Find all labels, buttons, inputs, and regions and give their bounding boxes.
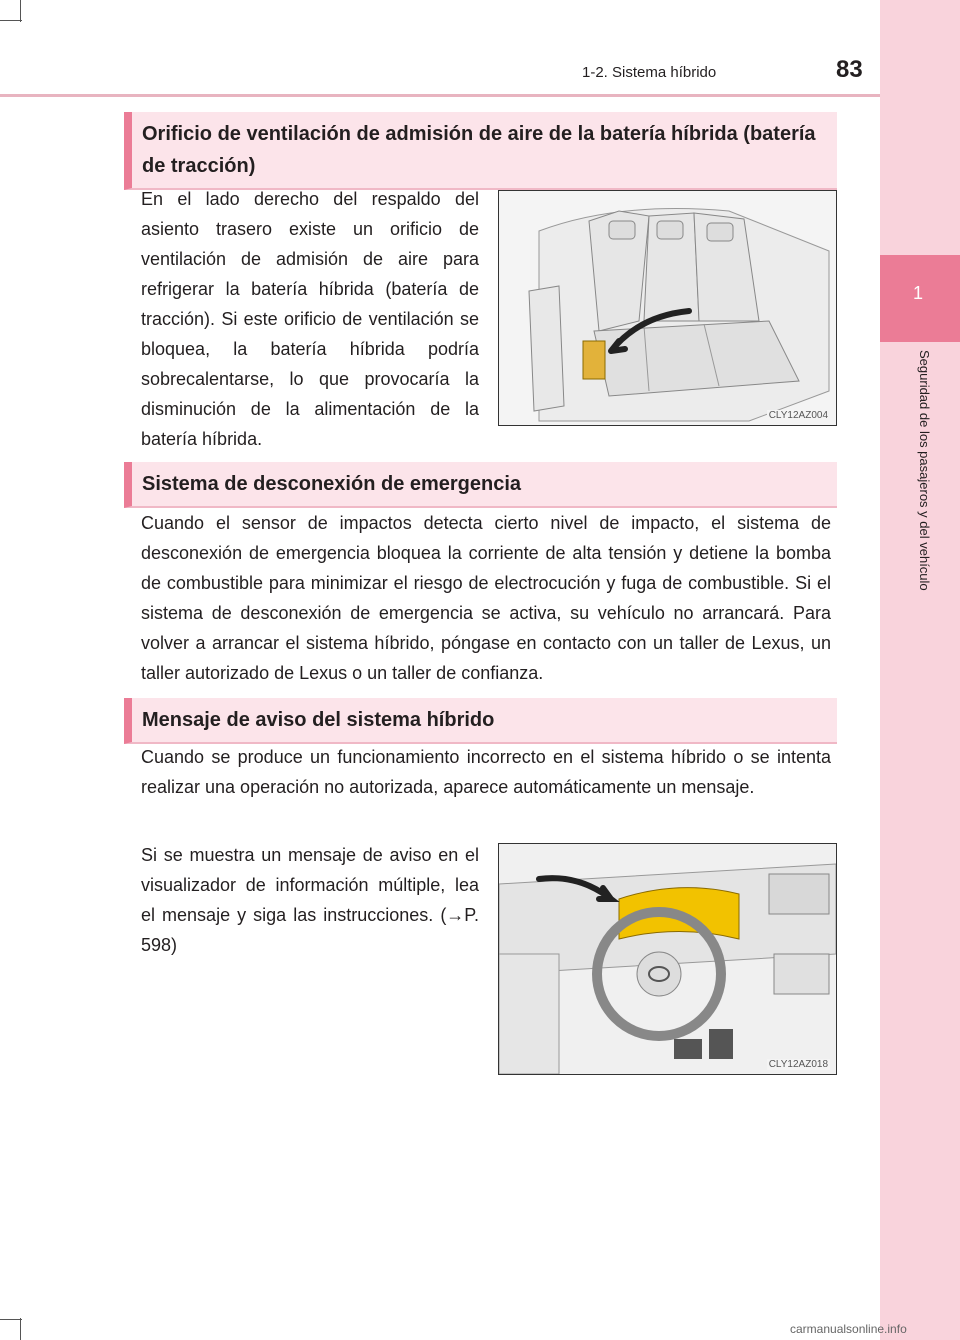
section-heading-text: Sistema de desconexión de emergencia <box>142 473 522 495</box>
section-body-battery-vent: En el lado derecho del respaldo del asiento trasero existe un orificio de ventilación de admisión de aire para refrigerar la batería híbrida (batería de tracción). Si este orificio de ventilación se bloquea, la batería híbrida podría sobrecalentarse, lo que provocaría la disminución de la alimentación de la batería híbrida. <box>141 189 479 449</box>
section-heading-warning-message <box>124 698 837 744</box>
section-body-warning-instructions: Si se muestra un mensaje de aviso en el visualizador de información múltiple, lea el mensaje y siga las instrucciones. (→P. 598) <box>141 845 479 955</box>
crop-mark <box>0 20 22 21</box>
watermark: carmanualsonline.info <box>790 1322 907 1336</box>
section-heading-battery-vent <box>124 112 837 190</box>
section-body-warning-message: Cuando se produce un funcionamiento incorrecto en el sistema híbrido o se intenta realizar una operación no autorizada, aparece automáticamente un mensaje. <box>141 747 831 797</box>
chapter-title: Seguridad de los pasajeros y del vehículo <box>917 350 932 591</box>
section-heading-emergency-shutoff <box>124 462 837 508</box>
rear-seat-drawing <box>499 191 836 425</box>
crop-mark <box>20 0 21 22</box>
section-heading-text: Orificio de ventilación de admisión de aire de la batería híbrida (batería de tracción) <box>142 123 816 177</box>
figure-code: CLY12AZ018 <box>768 1059 828 1070</box>
section-heading-text: Mensaje de aviso del sistema híbrido <box>142 709 495 731</box>
crop-mark <box>0 1319 22 1320</box>
rear-seat-illustration <box>498 190 837 426</box>
dashboard-drawing <box>499 844 836 1074</box>
header-rule <box>0 94 880 97</box>
section-body-emergency-shutoff: Cuando el sensor de impactos detecta cierto nivel de impacto, el sistema de desconexión de emergencia bloquea la corriente de alta tensión y detiene la bomba de combustible para minimizar el riesgo de electrocución y fuga de combustible. Si el sistema de desconexión de emergencia se activa, su vehículo no arrancará. Para volver a arrancar el sistema híbrido, póngase en contacto con un taller de Lexus, un taller autorizado de Lexus o un taller de confianza. <box>141 513 831 683</box>
running-header: 1-2. Sistema híbrido <box>582 64 717 81</box>
chapter-number: 1 <box>913 283 924 303</box>
page-number: 83 <box>836 56 863 83</box>
figure-code: CLY12AZ004 <box>768 410 828 421</box>
crop-mark <box>20 1318 21 1340</box>
chapter-side-tab <box>880 0 960 1340</box>
dashboard-illustration <box>498 843 837 1075</box>
